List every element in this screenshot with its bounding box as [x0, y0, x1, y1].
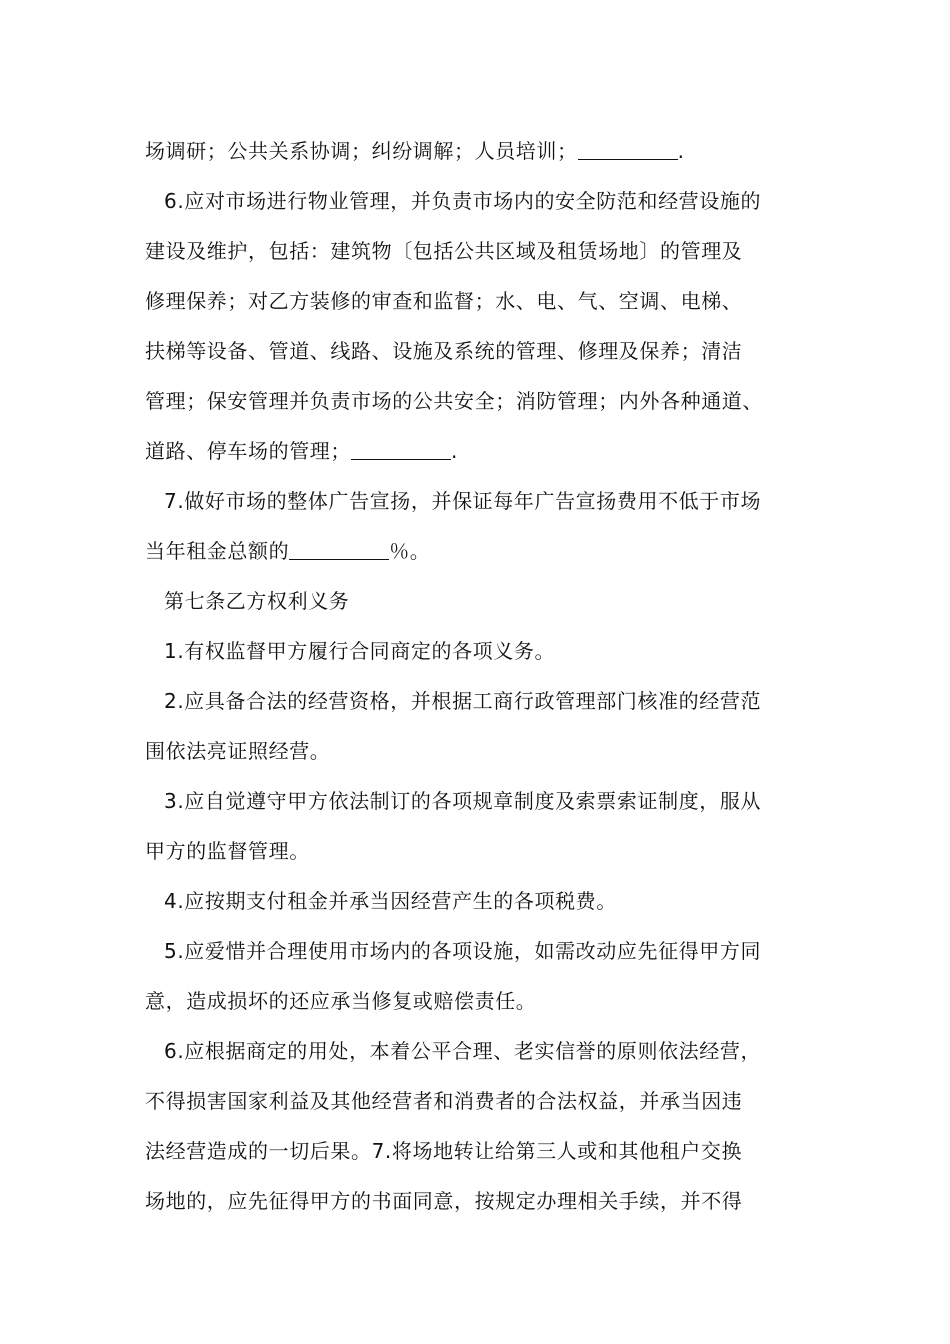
- line-text: 场地的，应先征得甲方的书面同意，按规定办理相关手续，并不得: [145, 1189, 743, 1213]
- line-text: 建设及维护，包括：建筑物〔包括公共区域及租赁场地〕的管理及: [145, 239, 743, 263]
- text-line: [145, 1176, 817, 1226]
- text-line: [145, 376, 817, 426]
- line-text: 1.有权监督甲方履行合同商定的各项义务。: [164, 639, 556, 663]
- clause-6-line: [145, 176, 817, 226]
- line-text-tail: .: [451, 439, 458, 463]
- fill-in-blank[interactable]: [578, 137, 678, 160]
- line-text: 道路、停车场的管理；: [145, 439, 351, 463]
- text-line: [145, 276, 817, 326]
- line-text: 修理保养；对乙方装修的审查和监督；水、电、气、空调、电梯、: [145, 289, 743, 313]
- clause-3-line: [145, 776, 817, 826]
- text-line: [145, 976, 817, 1026]
- clause-1-line: [145, 626, 817, 676]
- line-text: 场调研；公共关系协调；纠纷调解；人员培训；: [145, 139, 578, 163]
- clause-2-line: [145, 676, 817, 726]
- line-text: 6.应根据商定的用处，本着公平合理、老实信誉的原则依法经营，: [164, 1039, 762, 1063]
- line-text: 扶梯等设备、管道、线路、设施及系统的管理、修理及保养；清洁: [145, 339, 743, 363]
- line-text: 7.做好市场的整体广告宣扬，并保证每年广告宣扬费用不低于市场: [164, 489, 762, 513]
- text-line: [145, 726, 817, 776]
- text-line: [145, 326, 817, 376]
- text-line: [145, 1126, 817, 1176]
- line-text-tail: ％。: [389, 539, 431, 563]
- line-text: 3.应自觉遵守甲方依法制订的各项规章制度及索票索证制度，服从: [164, 789, 762, 813]
- line-text: 不得损害国家利益及其他经营者和消费者的合法权益，并承当因违: [145, 1089, 743, 1113]
- line-text: 意，造成损坏的还应承当修复或赔偿责任。: [145, 989, 537, 1013]
- text-line: [145, 126, 817, 176]
- clause-4-line: [145, 876, 817, 926]
- text-line: [145, 526, 817, 576]
- fill-in-blank[interactable]: [289, 537, 389, 560]
- clause-7-line: [145, 476, 817, 526]
- document-body: [145, 126, 817, 1226]
- article-heading: [145, 576, 817, 626]
- line-text: 法经营造成的一切后果。7.将场地转让给第三人或和其他租户交换: [145, 1139, 743, 1163]
- clause-5-line: [145, 926, 817, 976]
- line-text-tail: .: [677, 139, 685, 163]
- heading-text: 第七条乙方权利义务: [164, 589, 350, 613]
- line-text: 4.应按期支付租金并承当因经营产生的各项税费。: [164, 889, 617, 913]
- line-text: 甲方的监督管理。: [145, 839, 310, 863]
- text-line: [145, 826, 817, 876]
- text-line: [145, 426, 817, 476]
- line-text: 2.应具备合法的经营资格，并根据工商行政管理部门核准的经营范: [164, 689, 762, 713]
- line-text: 管理；保安管理并负责市场的公共安全；消防管理；内外各种通道、: [145, 389, 763, 413]
- line-text: 5.应爱惜并合理使用市场内的各项设施，如需改动应先征得甲方同: [164, 939, 762, 963]
- clause-6b-line: [145, 1026, 817, 1076]
- fill-in-blank[interactable]: [351, 437, 451, 460]
- text-line: [145, 1076, 817, 1126]
- line-text: 当年租金总额的: [145, 539, 290, 563]
- line-text: 围依法亮证照经营。: [145, 739, 331, 763]
- text-line: [145, 226, 817, 276]
- line-text: 6.应对市场进行物业管理，并负责市场内的安全防范和经营设施的: [164, 189, 762, 213]
